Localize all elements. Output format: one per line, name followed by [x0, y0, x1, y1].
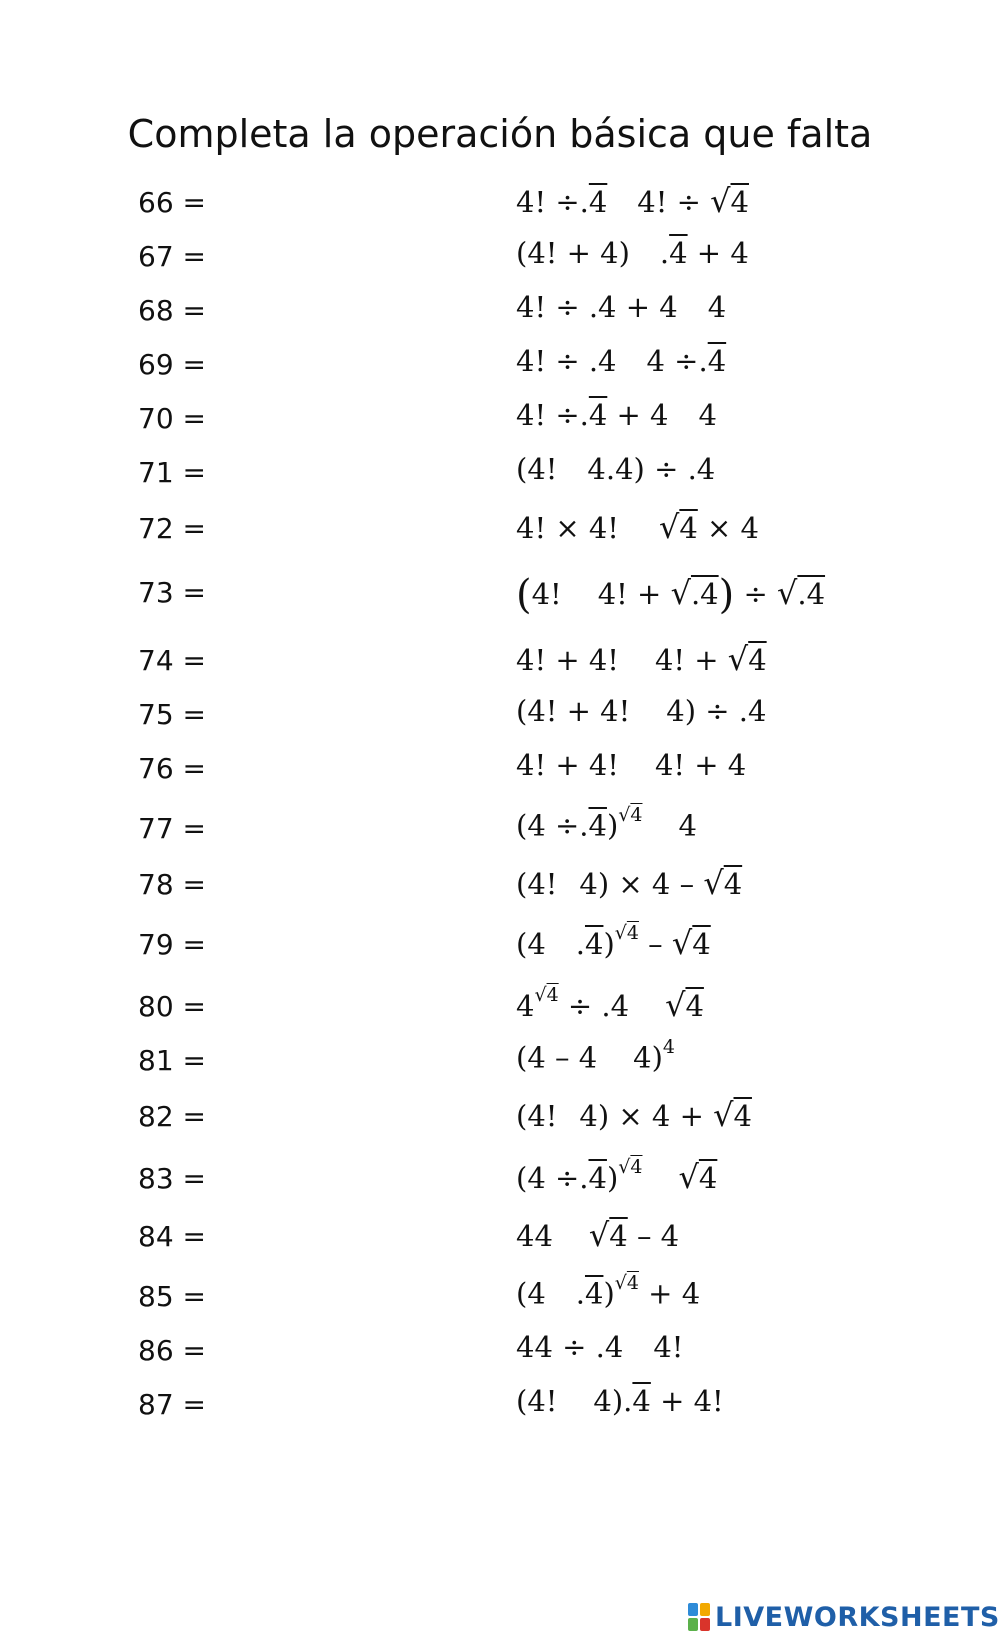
exercise-row [0, 922, 1000, 970]
expression: 4! ÷.4 4! ÷ √4 [516, 182, 749, 220]
exercise-number: 69 = [138, 348, 206, 381]
exercise-number: 81 = [138, 1044, 206, 1077]
expression: 4! ÷ .4 + 4 4 [516, 290, 727, 324]
expression: 4! + 4! 4! + 4 [516, 748, 747, 782]
expression: (4! + 4! 4) ÷ .4 [516, 694, 767, 728]
exercise-number: 72 = [138, 512, 206, 545]
expression: $4^{√4} \div .4$ √4 [516, 984, 704, 1024]
exercise-row [0, 288, 1000, 336]
exercise-number: 66 = [138, 186, 206, 219]
expression: (4! 4.4) ÷ .4 [516, 452, 716, 486]
exercise-number: 76 = [138, 752, 206, 785]
exercise-row [0, 638, 1000, 686]
exercise-number: 77 = [138, 812, 206, 845]
exercise-number: 68 = [138, 294, 206, 327]
exercise-row [0, 570, 1000, 618]
expression: (4! 4) × 4 + √4 [516, 1096, 752, 1134]
exercise-number: 78 = [138, 868, 206, 901]
expression: $(4 \div.4)^{√4}$ √4 [516, 1156, 718, 1196]
expression: 44 √4 – 4 [516, 1216, 680, 1254]
exercise-row [0, 1094, 1000, 1142]
expression: (4! 4) × 4 – √4 [516, 864, 743, 902]
exercise-row [0, 862, 1000, 910]
exercise-number: 70 = [138, 402, 206, 435]
exercise-number: 87 = [138, 1388, 206, 1421]
footer-logo [688, 1600, 1000, 1634]
exercise-row [0, 1382, 1000, 1430]
expression: 4! ÷ .4 4 ÷.4 [516, 344, 727, 378]
exercise-number: 85 = [138, 1280, 206, 1313]
expression: (4! 4! + √.4) ÷ √.4 [516, 572, 826, 618]
exercise-row [0, 1156, 1000, 1204]
exercise-row [0, 1214, 1000, 1262]
exercise-number: 67 = [138, 240, 206, 273]
exercise-row [0, 450, 1000, 498]
exercise-row [0, 984, 1000, 1032]
exercise-number: 82 = [138, 1100, 206, 1133]
exercise-number: 79 = [138, 928, 206, 961]
brand-name: LIVEWORKSHEETS [715, 1601, 1000, 1633]
exercise-number: 73 = [138, 576, 206, 609]
exercise-row [0, 506, 1000, 554]
expression: (4 .4)$^{√4}$ + 4 [516, 1272, 701, 1311]
expression: (4 – 4 4)$^4$ [516, 1036, 676, 1075]
exercise-row [0, 180, 1000, 228]
expression: 44 ÷ .4 4! [516, 1330, 684, 1364]
exercise-row [0, 1274, 1000, 1322]
exercise-row [0, 1038, 1000, 1086]
expression: 4! ÷.4 + 4 4 [516, 398, 717, 432]
exercise-row [0, 396, 1000, 444]
exercise-number: 71 = [138, 456, 206, 489]
liveworksheets-logo-icon [688, 1603, 710, 1631]
exercise-row [0, 746, 1000, 794]
exercise-number: 80 = [138, 990, 206, 1023]
expression: (4! 4).4 + 4! [516, 1384, 724, 1418]
exercise-row [0, 342, 1000, 390]
exercise-number: 84 = [138, 1220, 206, 1253]
exercise-number: 83 = [138, 1162, 206, 1195]
exercise-row [0, 234, 1000, 282]
exercise-row [0, 1328, 1000, 1376]
exercise-number: 74 = [138, 644, 206, 677]
expression: 4! × 4! √4 × 4 [516, 508, 759, 546]
exercise-number: 86 = [138, 1334, 206, 1367]
exercise-number: 75 = [138, 698, 206, 731]
expression: (4! + 4) .4 + 4 [516, 236, 749, 270]
expression: (4 .4)$^{√4}$ – √4 [516, 922, 711, 962]
page-title: Completa la operación básica que falta [127, 112, 873, 156]
exercise-row [0, 692, 1000, 740]
expression: 4! + 4! 4! + √4 [516, 640, 767, 678]
exercise-row [0, 806, 1000, 854]
expression: $(4 \div.4)^{√4}$ 4 [516, 804, 697, 843]
